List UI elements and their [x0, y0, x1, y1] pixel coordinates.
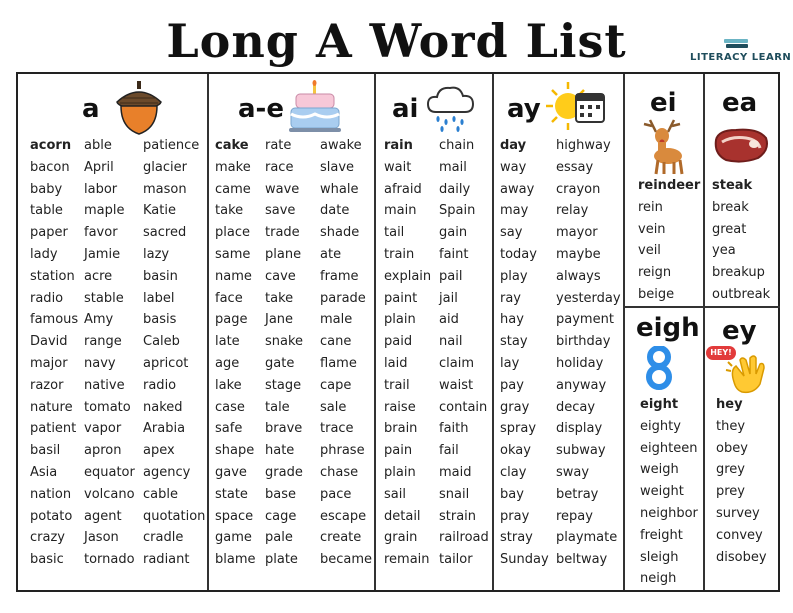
word: Amy — [84, 312, 114, 328]
word: betray — [556, 486, 599, 502]
word: station — [30, 268, 75, 284]
word: save — [265, 203, 296, 219]
number-eight-icon — [646, 346, 672, 390]
word: game — [215, 530, 252, 546]
word: Jamie — [84, 246, 121, 262]
page-title: Long A Word List — [166, 14, 627, 68]
word: shade — [320, 225, 360, 241]
word: vapor — [84, 421, 122, 437]
word: crazy — [30, 530, 65, 546]
word: railroad — [439, 530, 489, 546]
word: strain — [439, 508, 477, 524]
word: awake — [320, 138, 362, 153]
word: apricot — [143, 355, 189, 371]
word: mayor — [556, 225, 598, 241]
word: ate — [320, 246, 342, 262]
word: acre — [84, 268, 113, 284]
word: stable — [84, 290, 124, 306]
word: space — [215, 508, 254, 524]
word: convey — [716, 527, 763, 543]
word: cable — [143, 486, 178, 502]
word: radiant — [143, 552, 190, 568]
word: hate — [265, 443, 295, 459]
word: faith — [439, 421, 469, 437]
word: nail — [439, 334, 463, 350]
heading-ei: ei — [650, 88, 677, 118]
word: Sunday — [500, 552, 549, 568]
word: famous — [30, 312, 79, 328]
word: make — [215, 159, 251, 175]
word: Asia — [30, 464, 58, 480]
word: anyway — [556, 377, 607, 393]
word: sleigh — [640, 549, 679, 565]
word: lay — [500, 355, 520, 371]
word: state — [215, 486, 248, 502]
word: today — [500, 246, 537, 262]
word: pail — [439, 268, 463, 284]
word-column — [556, 135, 621, 571]
word: neigh — [640, 571, 677, 587]
word: name — [215, 268, 252, 284]
word: grade — [265, 464, 303, 480]
word: basic — [30, 552, 64, 568]
word-column — [84, 135, 135, 571]
word: nation — [30, 486, 72, 502]
word: say — [500, 225, 523, 241]
word: gray — [500, 399, 530, 415]
word: remain — [384, 552, 430, 568]
word: Arabia — [143, 421, 186, 437]
word: obey — [716, 440, 748, 456]
word: case — [215, 399, 245, 415]
word: train — [384, 246, 415, 262]
word: take — [265, 290, 294, 306]
word: trace — [320, 421, 354, 437]
word: clay — [500, 464, 527, 480]
word-column — [384, 135, 431, 571]
word: essay — [556, 159, 594, 175]
word: sail — [384, 486, 406, 502]
word: maid — [439, 464, 472, 480]
word: came — [215, 181, 251, 197]
word: became — [320, 552, 373, 568]
word: outbreak — [712, 286, 771, 302]
word: basis — [143, 312, 177, 328]
word: date — [320, 203, 350, 219]
word: April — [84, 159, 114, 175]
word: phrase — [320, 443, 365, 459]
word: holiday — [556, 355, 604, 371]
word: okay — [500, 443, 531, 459]
word: plain — [384, 464, 416, 480]
word: wave — [265, 181, 300, 197]
word: male — [320, 312, 353, 328]
word: grey — [716, 462, 746, 478]
word: race — [265, 159, 294, 175]
heading-ai: ai — [392, 94, 419, 124]
word-column — [215, 135, 256, 571]
word: pale — [265, 530, 293, 546]
word-column — [439, 135, 489, 571]
reindeer-icon — [634, 116, 694, 176]
word: paid — [384, 334, 413, 350]
word: baby — [30, 181, 63, 197]
word: safe — [215, 421, 243, 437]
word: tailor — [439, 552, 473, 568]
word: payment — [556, 312, 614, 328]
word: brave — [265, 421, 303, 437]
word: agent — [84, 508, 122, 524]
word: eighteen — [640, 440, 698, 456]
word: crayon — [556, 181, 601, 197]
word: hay — [500, 312, 524, 328]
word: jail — [439, 290, 458, 306]
word-column — [638, 175, 700, 306]
word: basil — [30, 443, 61, 459]
word: stage — [265, 377, 302, 393]
word: snail — [439, 486, 470, 502]
word-column — [143, 135, 205, 571]
word: waist — [439, 377, 474, 393]
word: gate — [265, 355, 295, 371]
books-icon — [722, 38, 752, 50]
word: subway — [556, 443, 606, 459]
word: potato — [30, 508, 73, 524]
word: Katie — [143, 203, 176, 219]
word: explain — [384, 268, 432, 284]
word: apex — [143, 443, 175, 459]
heading-ay: ay — [507, 94, 541, 124]
word-column — [640, 394, 698, 590]
word: Jane — [265, 312, 294, 328]
word: always — [556, 268, 601, 284]
word: rein — [638, 199, 663, 215]
word: age — [215, 355, 240, 371]
word: blame — [215, 552, 256, 568]
word: favor — [84, 225, 118, 241]
word-column — [30, 135, 78, 571]
word: claim — [439, 355, 475, 371]
word: grain — [384, 530, 418, 546]
word: beige — [638, 286, 675, 302]
word: great — [712, 221, 747, 237]
word: mason — [143, 181, 187, 197]
word: radio — [30, 290, 64, 306]
word: rain — [384, 138, 413, 153]
word: break — [712, 199, 749, 215]
word: lake — [215, 377, 242, 393]
word: able — [84, 138, 112, 153]
word: beltway — [556, 552, 608, 568]
word: plane — [265, 246, 302, 262]
heading-a: a — [82, 94, 100, 124]
word: eight — [640, 397, 679, 412]
word: late — [215, 334, 240, 350]
word: brain — [384, 421, 418, 437]
word: fail — [439, 443, 459, 459]
word: Spain — [439, 203, 476, 219]
word: afraid — [384, 181, 422, 197]
word: survey — [716, 505, 760, 521]
word: contain — [439, 399, 488, 415]
column-divider — [207, 74, 209, 590]
word: plate — [265, 552, 298, 568]
word: razor — [30, 377, 64, 393]
word: trail — [384, 377, 410, 393]
word: whale — [320, 181, 359, 197]
word: base — [265, 486, 296, 502]
hey-badge: HEY! — [706, 346, 736, 360]
word: away — [500, 181, 535, 197]
word: pace — [320, 486, 352, 502]
word: spray — [500, 421, 537, 437]
word: chain — [439, 138, 475, 153]
word: highway — [556, 138, 611, 153]
word: label — [143, 290, 175, 306]
word: chase — [320, 464, 359, 480]
word: face — [215, 290, 243, 306]
word: same — [215, 246, 251, 262]
column-divider — [703, 74, 705, 590]
heading-a-e: a-e — [238, 94, 284, 124]
word: shape — [215, 443, 255, 459]
word: bay — [500, 486, 524, 502]
word: tomato — [84, 399, 131, 415]
rain-cloud-icon — [424, 82, 478, 134]
word: lady — [30, 246, 58, 262]
word: aid — [439, 312, 459, 328]
word: patience — [143, 138, 200, 153]
word: Caleb — [143, 334, 180, 350]
word: stray — [500, 530, 533, 546]
word: take — [215, 203, 244, 219]
word: agency — [143, 464, 191, 480]
word: relay — [556, 203, 589, 219]
word: labor — [84, 181, 118, 197]
word: display — [556, 421, 603, 437]
word: radio — [143, 377, 177, 393]
word: decay — [556, 399, 596, 415]
word: volcano — [84, 486, 135, 502]
word: cave — [265, 268, 296, 284]
word: paint — [384, 290, 418, 306]
word: rate — [265, 138, 292, 153]
word: naked — [143, 399, 183, 415]
word: snake — [265, 334, 304, 350]
word: may — [500, 203, 529, 219]
word: faint — [439, 246, 469, 262]
word: pain — [384, 443, 413, 459]
word: gave — [215, 464, 247, 480]
column-divider — [374, 74, 376, 590]
heading-ey: ey — [722, 316, 757, 346]
word: frame — [320, 268, 359, 284]
word: day — [500, 138, 527, 153]
brand-logo: LITERACY LEARN — [690, 52, 792, 63]
word-column — [265, 135, 303, 571]
word: sway — [556, 464, 590, 480]
word: maybe — [556, 246, 601, 262]
word: bacon — [30, 159, 70, 175]
word: daily — [439, 181, 471, 197]
cake-icon — [288, 80, 342, 136]
word: mail — [439, 159, 467, 175]
word: maple — [84, 203, 125, 219]
word: apron — [84, 443, 122, 459]
word: cage — [265, 508, 297, 524]
word: playmate — [556, 530, 618, 546]
word-column — [500, 135, 549, 571]
word: glacier — [143, 159, 187, 175]
word: native — [84, 377, 125, 393]
word: disobey — [716, 549, 767, 565]
word: main — [384, 203, 417, 219]
word: cane — [320, 334, 352, 350]
word: paper — [30, 225, 68, 241]
word: weight — [640, 484, 684, 500]
word: birthday — [556, 334, 611, 350]
word: quotation — [143, 508, 206, 524]
steak-icon — [712, 126, 770, 166]
word: equator — [84, 464, 135, 480]
word-column — [716, 394, 767, 568]
word: veil — [638, 243, 661, 259]
word: trade — [265, 225, 300, 241]
word: tail — [384, 225, 405, 241]
word: cake — [215, 138, 249, 153]
word-column — [320, 135, 372, 571]
word: pray — [500, 508, 530, 524]
word: wait — [384, 159, 412, 175]
word: prey — [716, 484, 746, 500]
row-divider — [623, 306, 780, 308]
word: detail — [384, 508, 421, 524]
word: laid — [384, 355, 408, 371]
word: freight — [640, 527, 683, 543]
word: play — [500, 268, 528, 284]
word: steak — [712, 178, 753, 193]
word: repay — [556, 508, 593, 524]
word: vein — [638, 221, 666, 237]
word: sacred — [143, 225, 187, 241]
word: David — [30, 334, 68, 350]
word: range — [84, 334, 122, 350]
acorn-icon — [114, 80, 164, 136]
word: way — [500, 159, 527, 175]
word: neighbor — [640, 505, 698, 521]
word: Jason — [84, 530, 119, 546]
word: patient — [30, 421, 77, 437]
heading-eigh: eigh — [636, 313, 700, 343]
word: pay — [500, 377, 524, 393]
word: escape — [320, 508, 367, 524]
word: eighty — [640, 418, 681, 434]
word: nature — [30, 399, 73, 415]
word: gain — [439, 225, 468, 241]
word: plain — [384, 312, 416, 328]
word: page — [215, 312, 248, 328]
word: table — [30, 203, 63, 219]
word: place — [215, 225, 250, 241]
word: cradle — [143, 530, 184, 546]
word: tale — [265, 399, 290, 415]
word: slave — [320, 159, 355, 175]
word: stay — [500, 334, 528, 350]
word: weigh — [640, 462, 679, 478]
word: ray — [500, 290, 522, 306]
word: raise — [384, 399, 416, 415]
heading-ea: ea — [722, 88, 758, 118]
word: tornado — [84, 552, 135, 568]
word: yea — [712, 243, 736, 259]
word: lazy — [143, 246, 170, 262]
word: hey — [716, 397, 743, 412]
word: create — [320, 530, 362, 546]
word: breakup — [712, 265, 765, 281]
word: flame — [320, 355, 357, 371]
word: cape — [320, 377, 352, 393]
column-divider — [623, 74, 625, 590]
waving-hand-icon — [724, 352, 768, 396]
word-column — [712, 175, 770, 306]
word: major — [30, 355, 68, 371]
word: sale — [320, 399, 347, 415]
word: yesterday — [556, 290, 621, 306]
word: basin — [143, 268, 178, 284]
word: parade — [320, 290, 366, 306]
word: they — [716, 418, 746, 434]
sun-calendar-icon — [544, 80, 610, 134]
word: acorn — [30, 138, 72, 153]
column-divider — [492, 74, 494, 590]
word: reindeer — [638, 178, 701, 193]
word: reign — [638, 265, 672, 281]
word: navy — [84, 355, 116, 371]
